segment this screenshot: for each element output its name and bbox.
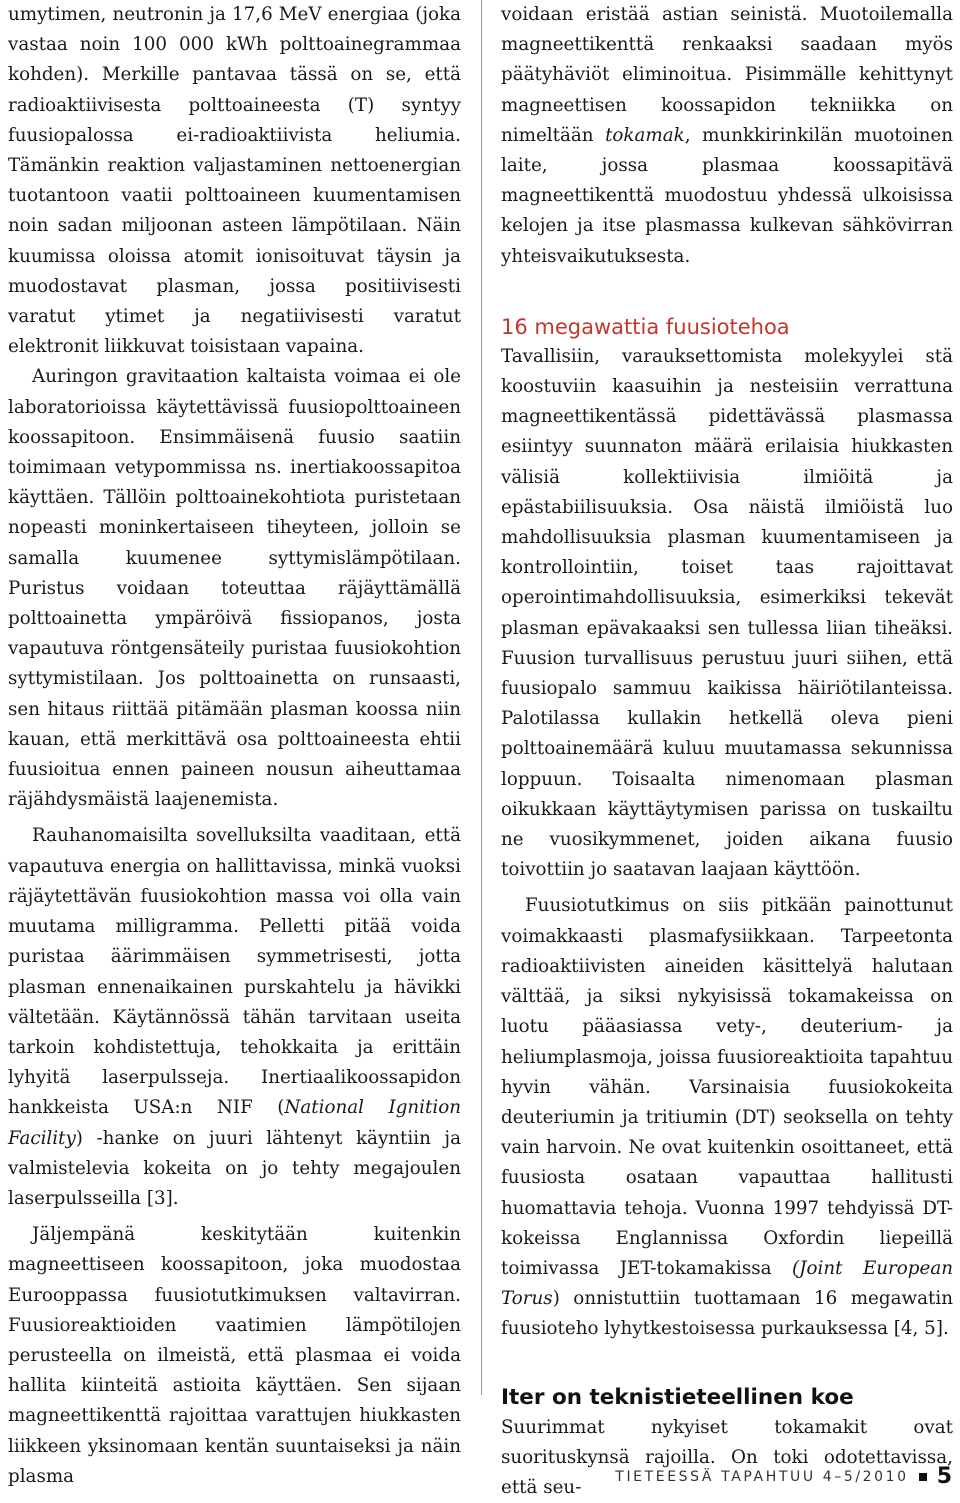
left-paragraph-2: Auringon gravitaation kaltaista voimaa ei ole laboratorioissa käytettävissä fuusiopolttoaineen koossapitoon. Ensimmäisenä fuusio saatiin toimimaan vetypommissa ns. inertiakoossapitoa käyttäen. Tällöin polttoainekohtiota puristetaan nopeasti moninkertaiseen tiheyteen, jolloin se samalla kuumenee syttymislämpötilaan. Puristus voidaan toteuttaa räjäyttämällä polttoainetta ympäröivä fissiopanos, josta vapautuva röntgensäteily puristaa fuusiokohtion syttymistilaan. Jos polttoainetta on runsaasti, sen hitaus riittää pitämään plasman koossa niin kauan, että merkittävä osa polttoaineesta ehtii fuusioitua ennen paineen nousun aiheuttamaa räjähdysmäistä laajenemista. (8, 366, 461, 811)
left-paragraph-3 (8, 821, 461, 1214)
right-paragraph-3-text-a: Fuusiotutkimus on siis pitkään painottunut voimakkaasti plasmafysiikkaan. Tarpeetonta radioaktiivisten aineiden käsittelyä halutaan välttää, ja siksi nykyisissä tokamakeissa on luotu pääasiassa vety-, deuterium- ja heliumplasmoja, joissa fuusioreaktioita tapahtuu hyvin vähän. Varsinaisia fuusiokokeita deuteriumin ja tritiumin (DT) seoksella on tehty vain harvoin. Ne ovat kuitenkin osoittaneet, että fuusiosta osataan vapauttaa hallitusti huomattavia tehoja. Vuonna 1997 tehdyissä DT-kokeissa Englannissa Oxfordin liepeillä toimivassa JET-tokamakissa (501, 895, 953, 1279)
left-paragraph-3-text-b: ) -hanke on juuri lähtenyt käyntiin ja valmistelevia kokeita on jo tehty megajoulen laserpulsseilla [3]. (8, 1127, 461, 1209)
left-column (8, 0, 461, 1492)
section-heading-iter: Iter on teknistieteellinen koe (501, 1384, 854, 1410)
right-paragraph-4: Suurimmat nykyiset tokamakit ovat suorituskynsä rajoilla. On toki odotettavissa, että seu- (501, 1416, 953, 1498)
left-paragraph-3-text-a: Rauhanomaisilta sovelluksilta vaaditaan, että vapautuva energia on hallittavissa, minkä vuoksi räjäytettävän fuusiokohtion massa voi olla vain muutama milligramma. Pelletti pitää voida puristaa äärimmäisen symmetrisesti, jotta plasman ennenaikainen purskahtelu ja hävikki vältetään. Käytännössä tähän tarvitaan useita tarkoin kohdistettuja, tehokkaita ja erittäin lyhyitä laserpulsseja. Inertiaalikoossapidon hankkeista USA:n NIF ( (8, 825, 461, 1119)
jet-italic-name: (Joint European Torus (501, 1257, 954, 1310)
column-divider (481, 0, 482, 1395)
right-paragraph-1-text-b: , munkkirinkilän muotoinen laite, jossa plasmaa koossapitävä magneettikenttä muodostuu yhdessä ulkoisissa kelojen ja itse plasmassa kulkevan sähkövirran yhteisvaikutuksesta. (501, 124, 953, 267)
section-heading-fusion-power: 16 megawattia fuusiotehoa (501, 314, 790, 339)
right-paragraph-2: Tavallisiin, varauksettomista molekyylei stä koostuviin kaasuihin ja nesteisiin verrattuna magneettikentässä pidettävässä plasmassa esiintyy suunnaton määrä erilaisia hiukkasten välisiä kollektiivisia ilmiöitä ja epästabiilisuuksia. Osa näistä ilmiöistä luo mahdollisuuksia plasman kuumentamiseen ja kontrollointiin, toiset taas rajoittavat operointimahdollisuuksia, esimerkiksi tekevät plasman epävakaaksi sen tullessa liian tiheäksi. Fuusion turvallisuus perustuu juuri siihen, että fuusiopalo sammuu kaikissa häiriötilanteissa. Palotilassa kullakin hetkellä oleva pieni polttoainemäärä kuluu muutamassa sekunnissa loppuun. Toisaalta nimenomaan plasman oikukkaan käyttäytymisen parissa on tuskailtu ne vuosikymmenet, joiden aikana fuusio toivottiin jo saatavan laajaan käyttöön. (501, 345, 953, 881)
right-paragraph-1-text-a: voidaan eristää astian seinistä. Muotoilemalla magneettikenttä renkaaksi saadaan myös päätyhäviöt eliminoitua. Pisimmälle kehittynyt magneettisen koossapidon tekniikka on nimeltään (501, 4, 953, 146)
nif-italic-name: National Ignition Facility (8, 1097, 461, 1149)
left-paragraph-4: Jäljempänä keskitytään kuitenkin magneettiseen koossapitoon, joka muodostaa Eurooppassa fuusiotutkimuksen valtavirran. Fuusioreaktioiden vaatimien lämpötilojen perusteella on ilmeistä, että plasmaa ei voida hallita kiinteitä astioita käyttäen. Sen sijaan magneettikenttä rajoittaa varattujen hiukkasten liikkeen yksinomaan kentän suuntaiseksi ja näin plasma (8, 1224, 461, 1487)
page-number: 5 (936, 1464, 952, 1489)
footer-publication-title: TIETEESSÄ TAPAHTUU 4–5/2010 (615, 1469, 909, 1485)
right-paragraph-1 (501, 0, 953, 272)
tokamak-italic-term: tokamak (605, 124, 685, 146)
left-paragraph-1: umytimen, neutronin ja 17,6 MeV energiaa (joka vastaa noin 100 000 kWh polttoainegrammaa kohden). Merkille pantavaa tässä on se, että radioaktiivisesta polttoaineesta (T) syntyy fuusiopalossa ei-radioaktiivista heliumia. Tämänkin reaktion valjastaminen nettoenergian tuotantoon vaatii polttoaineen kuumentamisen noin sadan miljoonan asteen lämpötilaan. Näin kuumissa oloissa atomit ionisoituvat täysin ja muodostavat plasman, jossa positiivisesti varatut ytimet ja negatiivisesti varatut elektronit liikkuvat toisistaan vapaina. (8, 4, 461, 358)
right-paragraph-3 (501, 891, 953, 1344)
right-paragraph-3-text-b: ) onnistuttiin tuottamaan 16 megawatin fuusioteho lyhytkestoisessa purkauksessa [4, 5]. (501, 1288, 953, 1340)
page-footer (615, 1466, 952, 1488)
footer-square-icon (919, 1473, 927, 1481)
right-column (501, 0, 953, 1503)
